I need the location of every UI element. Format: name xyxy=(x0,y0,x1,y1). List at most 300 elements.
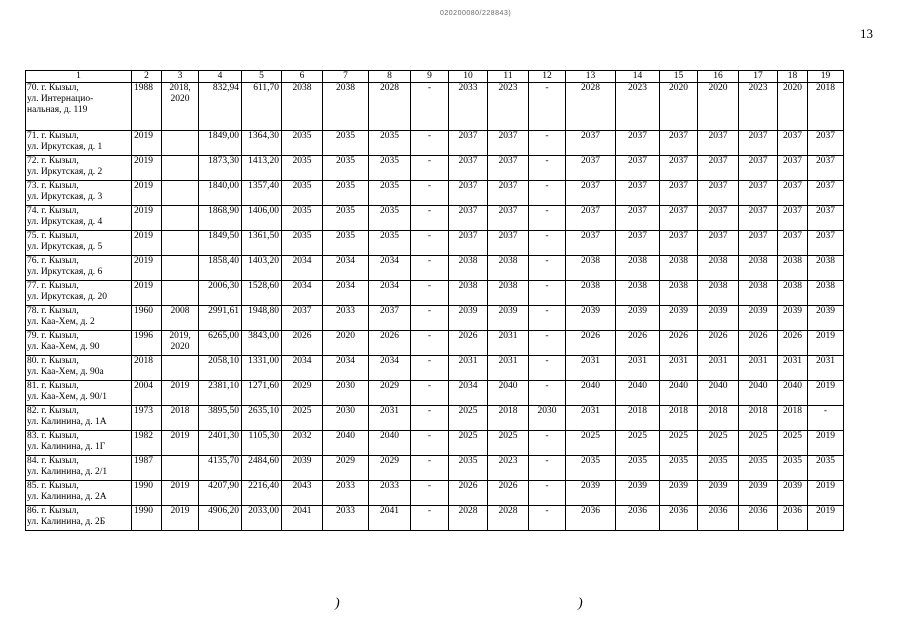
column-header: 15 xyxy=(660,71,698,83)
table-cell: 2039 xyxy=(566,481,616,506)
table-cell: 2038 xyxy=(616,256,660,281)
address-cell: 72. г. Кызыл, ул. Иркутская, д. 2 xyxy=(26,156,132,181)
table-cell: - xyxy=(411,131,449,156)
table-cell: 2026 xyxy=(566,331,616,356)
table-cell: 2018 xyxy=(778,406,808,431)
table-cell: 2029 xyxy=(369,456,411,481)
table-cell: 2035 xyxy=(323,181,369,206)
address-cell: 85. г. Кызыл, ул. Калинина, д. 2А xyxy=(26,481,132,506)
table-cell: 2035 xyxy=(323,131,369,156)
table-cell: 2025 xyxy=(449,431,488,456)
table-cell xyxy=(162,456,199,481)
table-cell: 2035 xyxy=(566,456,616,481)
table-cell: 2038 xyxy=(449,281,488,306)
column-header: 13 xyxy=(566,71,616,83)
table-cell: 2019 xyxy=(808,481,844,506)
table-cell: - xyxy=(529,231,566,256)
table-cell: 2029 xyxy=(323,456,369,481)
table-cell: 2037 xyxy=(488,206,529,231)
column-header: 4 xyxy=(199,71,242,83)
table-row xyxy=(26,306,844,331)
table-cell: 2037 xyxy=(778,156,808,181)
address-cell: 74. г. Кызыл, ул. Иркутская, д. 4 xyxy=(26,206,132,231)
table-cell: 2025 xyxy=(566,431,616,456)
table-cell: 2030 xyxy=(323,381,369,406)
table-cell: 2036 xyxy=(739,506,778,531)
table-cell: 2026 xyxy=(616,331,660,356)
table-cell: 2028 xyxy=(488,506,529,531)
table-cell: 2037 xyxy=(369,306,411,331)
table-cell: 2037 xyxy=(660,156,698,181)
table-cell: 2039 xyxy=(660,306,698,331)
table-cell: 2034 xyxy=(282,256,323,281)
table-cell: 2037 xyxy=(566,156,616,181)
table-cell: 1858,40 xyxy=(199,256,242,281)
table-cell: 2041 xyxy=(282,506,323,531)
table-row xyxy=(26,206,844,231)
table-cell: - xyxy=(808,406,844,431)
table-body xyxy=(26,83,844,531)
table-cell: 2030 xyxy=(529,406,566,431)
table-cell: 2023 xyxy=(488,83,529,131)
handwritten-mark: ) xyxy=(335,596,340,611)
table-cell: 6265,00 xyxy=(199,331,242,356)
table-cell: 2037 xyxy=(808,206,844,231)
table-cell: 2026 xyxy=(778,331,808,356)
table-cell: 2020 xyxy=(660,83,698,131)
table-cell: 2040 xyxy=(369,431,411,456)
table-cell: 2037 xyxy=(449,131,488,156)
table-cell: 1357,40 xyxy=(242,181,282,206)
table-cell: 2037 xyxy=(566,131,616,156)
table-cell: 2037 xyxy=(449,181,488,206)
table-cell: 2036 xyxy=(698,506,739,531)
table-cell: 1331,00 xyxy=(242,356,282,381)
column-header: 1 xyxy=(26,71,132,83)
table-cell: 2025 xyxy=(488,431,529,456)
table-cell: 2038 xyxy=(566,281,616,306)
table-cell: 2038 xyxy=(660,281,698,306)
table-cell: 2030 xyxy=(323,406,369,431)
table-cell: 2008 xyxy=(162,306,199,331)
table-cell: - xyxy=(529,256,566,281)
table-cell: - xyxy=(529,281,566,306)
table-cell: 2035 xyxy=(369,156,411,181)
table-cell: 2037 xyxy=(488,131,529,156)
table-cell: 2018 xyxy=(616,406,660,431)
table-cell: 2025 xyxy=(739,431,778,456)
table-cell: 2035 xyxy=(282,206,323,231)
table-cell: 2039 xyxy=(488,306,529,331)
table-cell: 2026 xyxy=(449,481,488,506)
table-cell: 1982 xyxy=(132,431,162,456)
table-row xyxy=(26,481,844,506)
table-cell xyxy=(162,356,199,381)
table-cell: 2039 xyxy=(566,306,616,331)
table-cell: 2038 xyxy=(449,256,488,281)
table-cell: 2037 xyxy=(808,156,844,181)
table-cell: 2034 xyxy=(369,281,411,306)
table-cell: 2038 xyxy=(566,256,616,281)
table-cell: 2026 xyxy=(369,331,411,356)
table-cell xyxy=(162,256,199,281)
table-cell: - xyxy=(529,481,566,506)
table-row xyxy=(26,331,844,356)
table-cell: 2018 xyxy=(488,406,529,431)
page-number: 13 xyxy=(860,26,873,41)
table-cell: - xyxy=(529,83,566,131)
table-cell: 2037 xyxy=(808,181,844,206)
column-header: 6 xyxy=(282,71,323,83)
table-cell: 2019 xyxy=(808,381,844,406)
table-cell: 2029 xyxy=(282,381,323,406)
table-cell: 2023 xyxy=(488,456,529,481)
table-cell: 2034 xyxy=(323,256,369,281)
table-cell: 2401,30 xyxy=(199,431,242,456)
table-row xyxy=(26,281,844,306)
table-cell: 2035 xyxy=(282,131,323,156)
table-cell: 2037 xyxy=(660,131,698,156)
table-cell: 2037 xyxy=(739,206,778,231)
table-cell: - xyxy=(529,356,566,381)
table-cell: 1990 xyxy=(132,506,162,531)
table-cell: 2019 xyxy=(808,331,844,356)
table-cell: 2035 xyxy=(449,456,488,481)
table-cell: 1849,50 xyxy=(199,231,242,256)
table-cell: 2031 xyxy=(739,356,778,381)
table-cell: 2026 xyxy=(739,331,778,356)
table-cell: 2035 xyxy=(282,156,323,181)
table-cell: 2019 xyxy=(132,206,162,231)
table-cell: 2036 xyxy=(660,506,698,531)
table-cell: - xyxy=(529,331,566,356)
table-cell: 2035 xyxy=(323,206,369,231)
table-cell: - xyxy=(529,306,566,331)
table-cell: 2004 xyxy=(132,381,162,406)
table-row xyxy=(26,356,844,381)
table-row xyxy=(26,381,844,406)
column-header: 17 xyxy=(739,71,778,83)
table-cell: 2026 xyxy=(282,331,323,356)
table-cell: 1528,60 xyxy=(242,281,282,306)
table-cell: - xyxy=(411,331,449,356)
table-cell: 2029 xyxy=(369,381,411,406)
table-cell: 2032 xyxy=(282,431,323,456)
table-row xyxy=(26,231,844,256)
table-cell: 1988 xyxy=(132,83,162,131)
table-cell: 2019 xyxy=(808,506,844,531)
table-cell: 1271,60 xyxy=(242,381,282,406)
table-cell: 611,70 xyxy=(242,83,282,131)
table-cell: 2043 xyxy=(282,481,323,506)
table-cell: 2037 xyxy=(488,156,529,181)
table-cell xyxy=(162,156,199,181)
table-cell: 2040 xyxy=(660,381,698,406)
table-cell: 2035 xyxy=(369,231,411,256)
table-cell: 2037 xyxy=(488,181,529,206)
table-cell: 2031 xyxy=(660,356,698,381)
table-cell: 2037 xyxy=(808,131,844,156)
table-cell: 2033 xyxy=(323,306,369,331)
table-cell: 2031 xyxy=(369,406,411,431)
table-cell: 2038 xyxy=(739,281,778,306)
table-cell: - xyxy=(411,281,449,306)
column-header: 18 xyxy=(778,71,808,83)
table-cell: 2035 xyxy=(698,456,739,481)
table-cell: 2040 xyxy=(698,381,739,406)
table-cell: 2033 xyxy=(449,83,488,131)
table-cell: 2037 xyxy=(778,131,808,156)
table-cell: - xyxy=(529,431,566,456)
table-cell: - xyxy=(529,206,566,231)
table-cell: 2031 xyxy=(808,356,844,381)
table-cell: 2037 xyxy=(660,231,698,256)
table-cell: 2037 xyxy=(698,131,739,156)
table-cell: 1413,20 xyxy=(242,156,282,181)
table-row xyxy=(26,506,844,531)
table-cell: 2039 xyxy=(698,481,739,506)
table-cell: 2039 xyxy=(808,306,844,331)
table-cell: 2039 xyxy=(616,481,660,506)
table-cell: 2040 xyxy=(566,381,616,406)
column-header: 2 xyxy=(132,71,162,83)
table-cell: 2037 xyxy=(282,306,323,331)
table-cell: 2018 xyxy=(739,406,778,431)
table-cell: 2037 xyxy=(488,231,529,256)
table-cell: 2381,10 xyxy=(199,381,242,406)
table-row xyxy=(26,83,844,131)
table-cell: - xyxy=(411,256,449,281)
table-cell: 2031 xyxy=(449,356,488,381)
table-cell: 2035 xyxy=(616,456,660,481)
table-cell: 2038 xyxy=(488,281,529,306)
table-cell: 2034 xyxy=(369,256,411,281)
column-header: 5 xyxy=(242,71,282,83)
table-cell: 2040 xyxy=(488,381,529,406)
table-cell: 2037 xyxy=(660,181,698,206)
table-cell: - xyxy=(529,131,566,156)
table-cell: 1403,20 xyxy=(242,256,282,281)
table-cell: - xyxy=(411,381,449,406)
table-cell: 1948,80 xyxy=(242,306,282,331)
table-cell: 2035 xyxy=(282,231,323,256)
table-cell: - xyxy=(529,381,566,406)
table-cell: 2037 xyxy=(698,181,739,206)
table-cell: 2038 xyxy=(739,256,778,281)
table-cell: 2040 xyxy=(616,381,660,406)
table-cell: 2033,00 xyxy=(242,506,282,531)
table-cell: 2033 xyxy=(323,506,369,531)
table-cell: 2035 xyxy=(739,456,778,481)
column-header: 3 xyxy=(162,71,199,83)
table-cell: 2034 xyxy=(323,356,369,381)
table-cell: 832,94 xyxy=(199,83,242,131)
table-row xyxy=(26,456,844,481)
table-cell: 1996 xyxy=(132,331,162,356)
table-cell: 2019 xyxy=(132,281,162,306)
table-cell: 2037 xyxy=(739,131,778,156)
address-cell: 86. г. Кызыл, ул. Калинина, д. 2Б xyxy=(26,506,132,531)
table-cell: 2031 xyxy=(488,331,529,356)
column-header: 11 xyxy=(488,71,529,83)
table-cell: 2037 xyxy=(616,231,660,256)
table-cell: 1105,30 xyxy=(242,431,282,456)
table-cell: 2037 xyxy=(616,206,660,231)
table-cell: 2019 xyxy=(132,256,162,281)
table-cell: 2035 xyxy=(323,156,369,181)
address-cell: 84. г. Кызыл, ул. Калинина, д. 2/1 xyxy=(26,456,132,481)
table-cell: 2019 xyxy=(162,506,199,531)
table-cell: - xyxy=(411,156,449,181)
table-cell: 2037 xyxy=(778,181,808,206)
address-cell: 82. г. Кызыл, ул. Калинина, д. 1А xyxy=(26,406,132,431)
table-cell: 2019 xyxy=(132,231,162,256)
table-cell xyxy=(162,131,199,156)
table-cell: 2026 xyxy=(698,331,739,356)
table-cell: 2023 xyxy=(739,83,778,131)
table-cell: - xyxy=(529,156,566,181)
table-cell: 2019 xyxy=(132,181,162,206)
table-cell xyxy=(162,281,199,306)
table-cell: 4135,70 xyxy=(199,456,242,481)
table-cell: 2019 xyxy=(132,131,162,156)
table-cell: 2019 xyxy=(162,481,199,506)
table-cell: 2033 xyxy=(323,481,369,506)
table-cell: - xyxy=(411,306,449,331)
data-table xyxy=(25,70,844,531)
table-cell: 2039 xyxy=(739,481,778,506)
table-row xyxy=(26,156,844,181)
table-cell: 2037 xyxy=(566,181,616,206)
table-cell: 2028 xyxy=(566,83,616,131)
table-cell: 2031 xyxy=(566,356,616,381)
table-cell: 1361,50 xyxy=(242,231,282,256)
table-cell: 2018 xyxy=(808,83,844,131)
table-cell: 2635,10 xyxy=(242,406,282,431)
table-cell: 2037 xyxy=(616,181,660,206)
table-cell: 1873,30 xyxy=(199,156,242,181)
handwritten-mark: ) xyxy=(578,596,583,611)
table-cell: 2031 xyxy=(778,356,808,381)
table-cell: 1987 xyxy=(132,456,162,481)
table-cell: 2037 xyxy=(660,206,698,231)
address-cell: 77. г. Кызыл, ул. Иркутская, д. 20 xyxy=(26,281,132,306)
table-cell: 2484,60 xyxy=(242,456,282,481)
table-cell: 2025 xyxy=(616,431,660,456)
table-cell: 2037 xyxy=(449,206,488,231)
table-cell: 2037 xyxy=(739,156,778,181)
table-cell: - xyxy=(411,206,449,231)
table-cell: - xyxy=(411,431,449,456)
table-cell: - xyxy=(411,506,449,531)
table-cell: 2035 xyxy=(369,206,411,231)
table-cell: 2006,30 xyxy=(199,281,242,306)
table-cell: 3843,00 xyxy=(242,331,282,356)
table-cell: - xyxy=(529,181,566,206)
table-cell: 1973 xyxy=(132,406,162,431)
table-cell: 2026 xyxy=(449,331,488,356)
table-cell: 2035 xyxy=(282,181,323,206)
table-cell: 1990 xyxy=(132,481,162,506)
table-cell xyxy=(162,231,199,256)
table-cell xyxy=(162,206,199,231)
column-header: 16 xyxy=(698,71,739,83)
table-cell: 2035 xyxy=(369,181,411,206)
table-cell: 2028 xyxy=(369,83,411,131)
table-cell: 2039 xyxy=(449,306,488,331)
table-cell: 2037 xyxy=(566,231,616,256)
table-cell: 2031 xyxy=(566,406,616,431)
table-cell: 2038 xyxy=(698,256,739,281)
table-cell: 2020 xyxy=(778,83,808,131)
table-cell: 2037 xyxy=(616,156,660,181)
table-cell: 4906,20 xyxy=(199,506,242,531)
table-cell: 2028 xyxy=(449,506,488,531)
table-cell: 2038 xyxy=(282,83,323,131)
table-cell: 2038 xyxy=(660,256,698,281)
column-header: 19 xyxy=(808,71,844,83)
table-cell: 2037 xyxy=(449,231,488,256)
table-cell: 1364,30 xyxy=(242,131,282,156)
table-cell: - xyxy=(411,181,449,206)
table-cell: 2036 xyxy=(616,506,660,531)
table-cell: 2034 xyxy=(323,281,369,306)
table-cell: 2035 xyxy=(778,456,808,481)
table-cell: 2019 xyxy=(162,381,199,406)
table-cell: 2025 xyxy=(660,431,698,456)
address-cell: 71. г. Кызыл, ул. Иркутская, д. 1 xyxy=(26,131,132,156)
table-cell: - xyxy=(411,83,449,131)
table-cell: 2034 xyxy=(369,356,411,381)
table-cell: 1840,00 xyxy=(199,181,242,206)
table-cell: 2031 xyxy=(616,356,660,381)
table-cell: 2035 xyxy=(369,131,411,156)
table-cell: 2037 xyxy=(698,206,739,231)
table-cell: 2038 xyxy=(778,256,808,281)
table-cell: 2216,40 xyxy=(242,481,282,506)
table-cell: 2037 xyxy=(808,231,844,256)
table-cell: 2038 xyxy=(488,256,529,281)
table-cell: 2025 xyxy=(449,406,488,431)
address-cell: 81. г. Кызыл, ул. Каа-Хем, д. 90/1 xyxy=(26,381,132,406)
table-row xyxy=(26,256,844,281)
table-row xyxy=(26,181,844,206)
table-row xyxy=(26,131,844,156)
table-cell: 2019 xyxy=(808,431,844,456)
table-cell: 2039 xyxy=(778,481,808,506)
table-cell xyxy=(162,181,199,206)
table-cell: 1960 xyxy=(132,306,162,331)
table-cell: 2019, 2020 xyxy=(162,331,199,356)
table-cell: - xyxy=(411,481,449,506)
document-code: 020200080/228843) xyxy=(440,10,512,17)
table-cell: 2038 xyxy=(778,281,808,306)
table-cell: 2040 xyxy=(739,381,778,406)
table-cell: 2035 xyxy=(660,456,698,481)
table-cell: 2023 xyxy=(616,83,660,131)
table-cell: 2031 xyxy=(488,356,529,381)
address-cell: 73. г. Кызыл, ул. Иркутская, д. 3 xyxy=(26,181,132,206)
table-cell: 2058,10 xyxy=(199,356,242,381)
table-cell: - xyxy=(411,231,449,256)
header-row xyxy=(26,71,844,83)
table-cell: 2018 xyxy=(660,406,698,431)
table-cell: 2038 xyxy=(698,281,739,306)
table-cell: 3895,50 xyxy=(199,406,242,431)
table-cell: 2025 xyxy=(282,406,323,431)
table-cell: 2036 xyxy=(778,506,808,531)
table-cell: 2039 xyxy=(282,456,323,481)
